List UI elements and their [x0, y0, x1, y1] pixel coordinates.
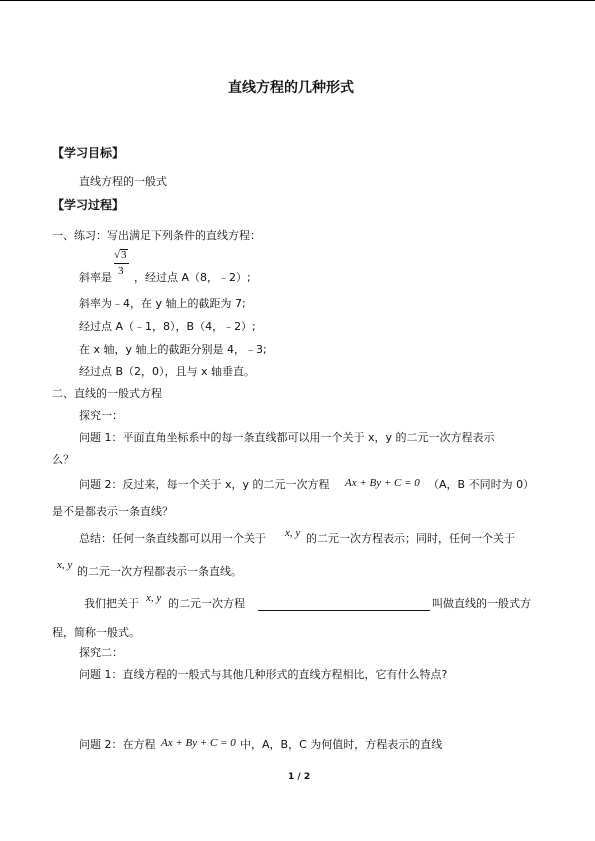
xy-variables-line2: x, y [57, 559, 73, 571]
summary-prefix: 总结：任何一条直线都可以用一个关于 [79, 532, 266, 545]
xy-variables-definition: x, y [146, 592, 162, 604]
fraction-numerator: √3 [114, 249, 127, 261]
exercise-item-1-suffix: ，经过点 A（8，﹣2）; [134, 271, 251, 284]
explore1-question2-prefix: 问题 2：反过来，每一个关于 x，y 的二元一次方程 [79, 478, 330, 491]
definition-middle: 的二元一次方程 [168, 597, 245, 610]
explore1-question1-line2: 么？ [52, 453, 74, 466]
exercise-item-3: 经过点 A（﹣1，8），B（4，﹣2）; [79, 320, 256, 333]
definition-suffix: 叫做直线的一般式方 [432, 597, 531, 610]
page-number: 1 / 2 [288, 772, 311, 782]
explore1-question2-suffix: （A，B 不同时为 0） [428, 478, 535, 491]
explore2-question2-prefix: 问题 2：在方程 [79, 738, 156, 751]
explore1-label: 探究一： [79, 409, 123, 422]
xy-variables: x, y [285, 527, 301, 539]
explore1-question2-line2: 是不是都表示一条直线？ [52, 505, 173, 518]
part1-heading: 一、练习：写出满足下列条件的直线方程： [52, 229, 261, 242]
fraction-bar [114, 263, 129, 264]
sqrt-radicand: 3 [121, 249, 127, 261]
part2-heading: 二、直线的一般式方程 [52, 387, 162, 400]
exercise-item-5: 经过点 B（2，0），且与 x 轴垂直。 [79, 365, 256, 378]
goal-text: 直线方程的一般式 [79, 175, 167, 188]
explore1-question1-line1: 问题 1：平面直角坐标系中的每一条直线都可以用一个关于 x，y 的二元一次方程表示 [79, 431, 495, 444]
definition-line2: 程，简称一般式。 [52, 626, 140, 639]
slope-fraction [114, 249, 134, 281]
goal-heading: 【学习目标】 [52, 146, 125, 160]
summary-middle: 的二元一次方程表示；同时，任何一个关于 [306, 532, 515, 545]
page-title: 直线方程的几种形式 [228, 80, 354, 96]
general-equation: Ax + By + C = 0 [345, 477, 420, 489]
explore2-label: 探究二： [79, 646, 123, 659]
exercise-item-1-prefix: 斜率是 [79, 271, 112, 284]
explore2-question1: 问题 1：直线方程的一般式与其他几种形式的直线方程相比，它有什么特点? [79, 668, 448, 681]
definition-prefix: 我们把关于 [84, 597, 139, 610]
exercise-item-4: 在 x 轴，y 轴上的截距分别是 4，﹣3; [79, 343, 267, 356]
fill-in-blank [258, 610, 430, 611]
fraction-denominator: 3 [118, 265, 124, 277]
exercise-item-2: 斜率为﹣4，在 y 轴上的截距为 7; [79, 297, 246, 310]
page-top-border [0, 0, 595, 1]
general-equation-2: Ax + By + C = 0 [161, 737, 236, 749]
summary-line2-suffix: 的二元一次方程都表示一条直线。 [77, 565, 242, 578]
process-heading: 【学习过程】 [52, 198, 125, 212]
explore2-question2-suffix: 中，A，B，C 为何值时，方程表示的直线 [240, 738, 443, 751]
